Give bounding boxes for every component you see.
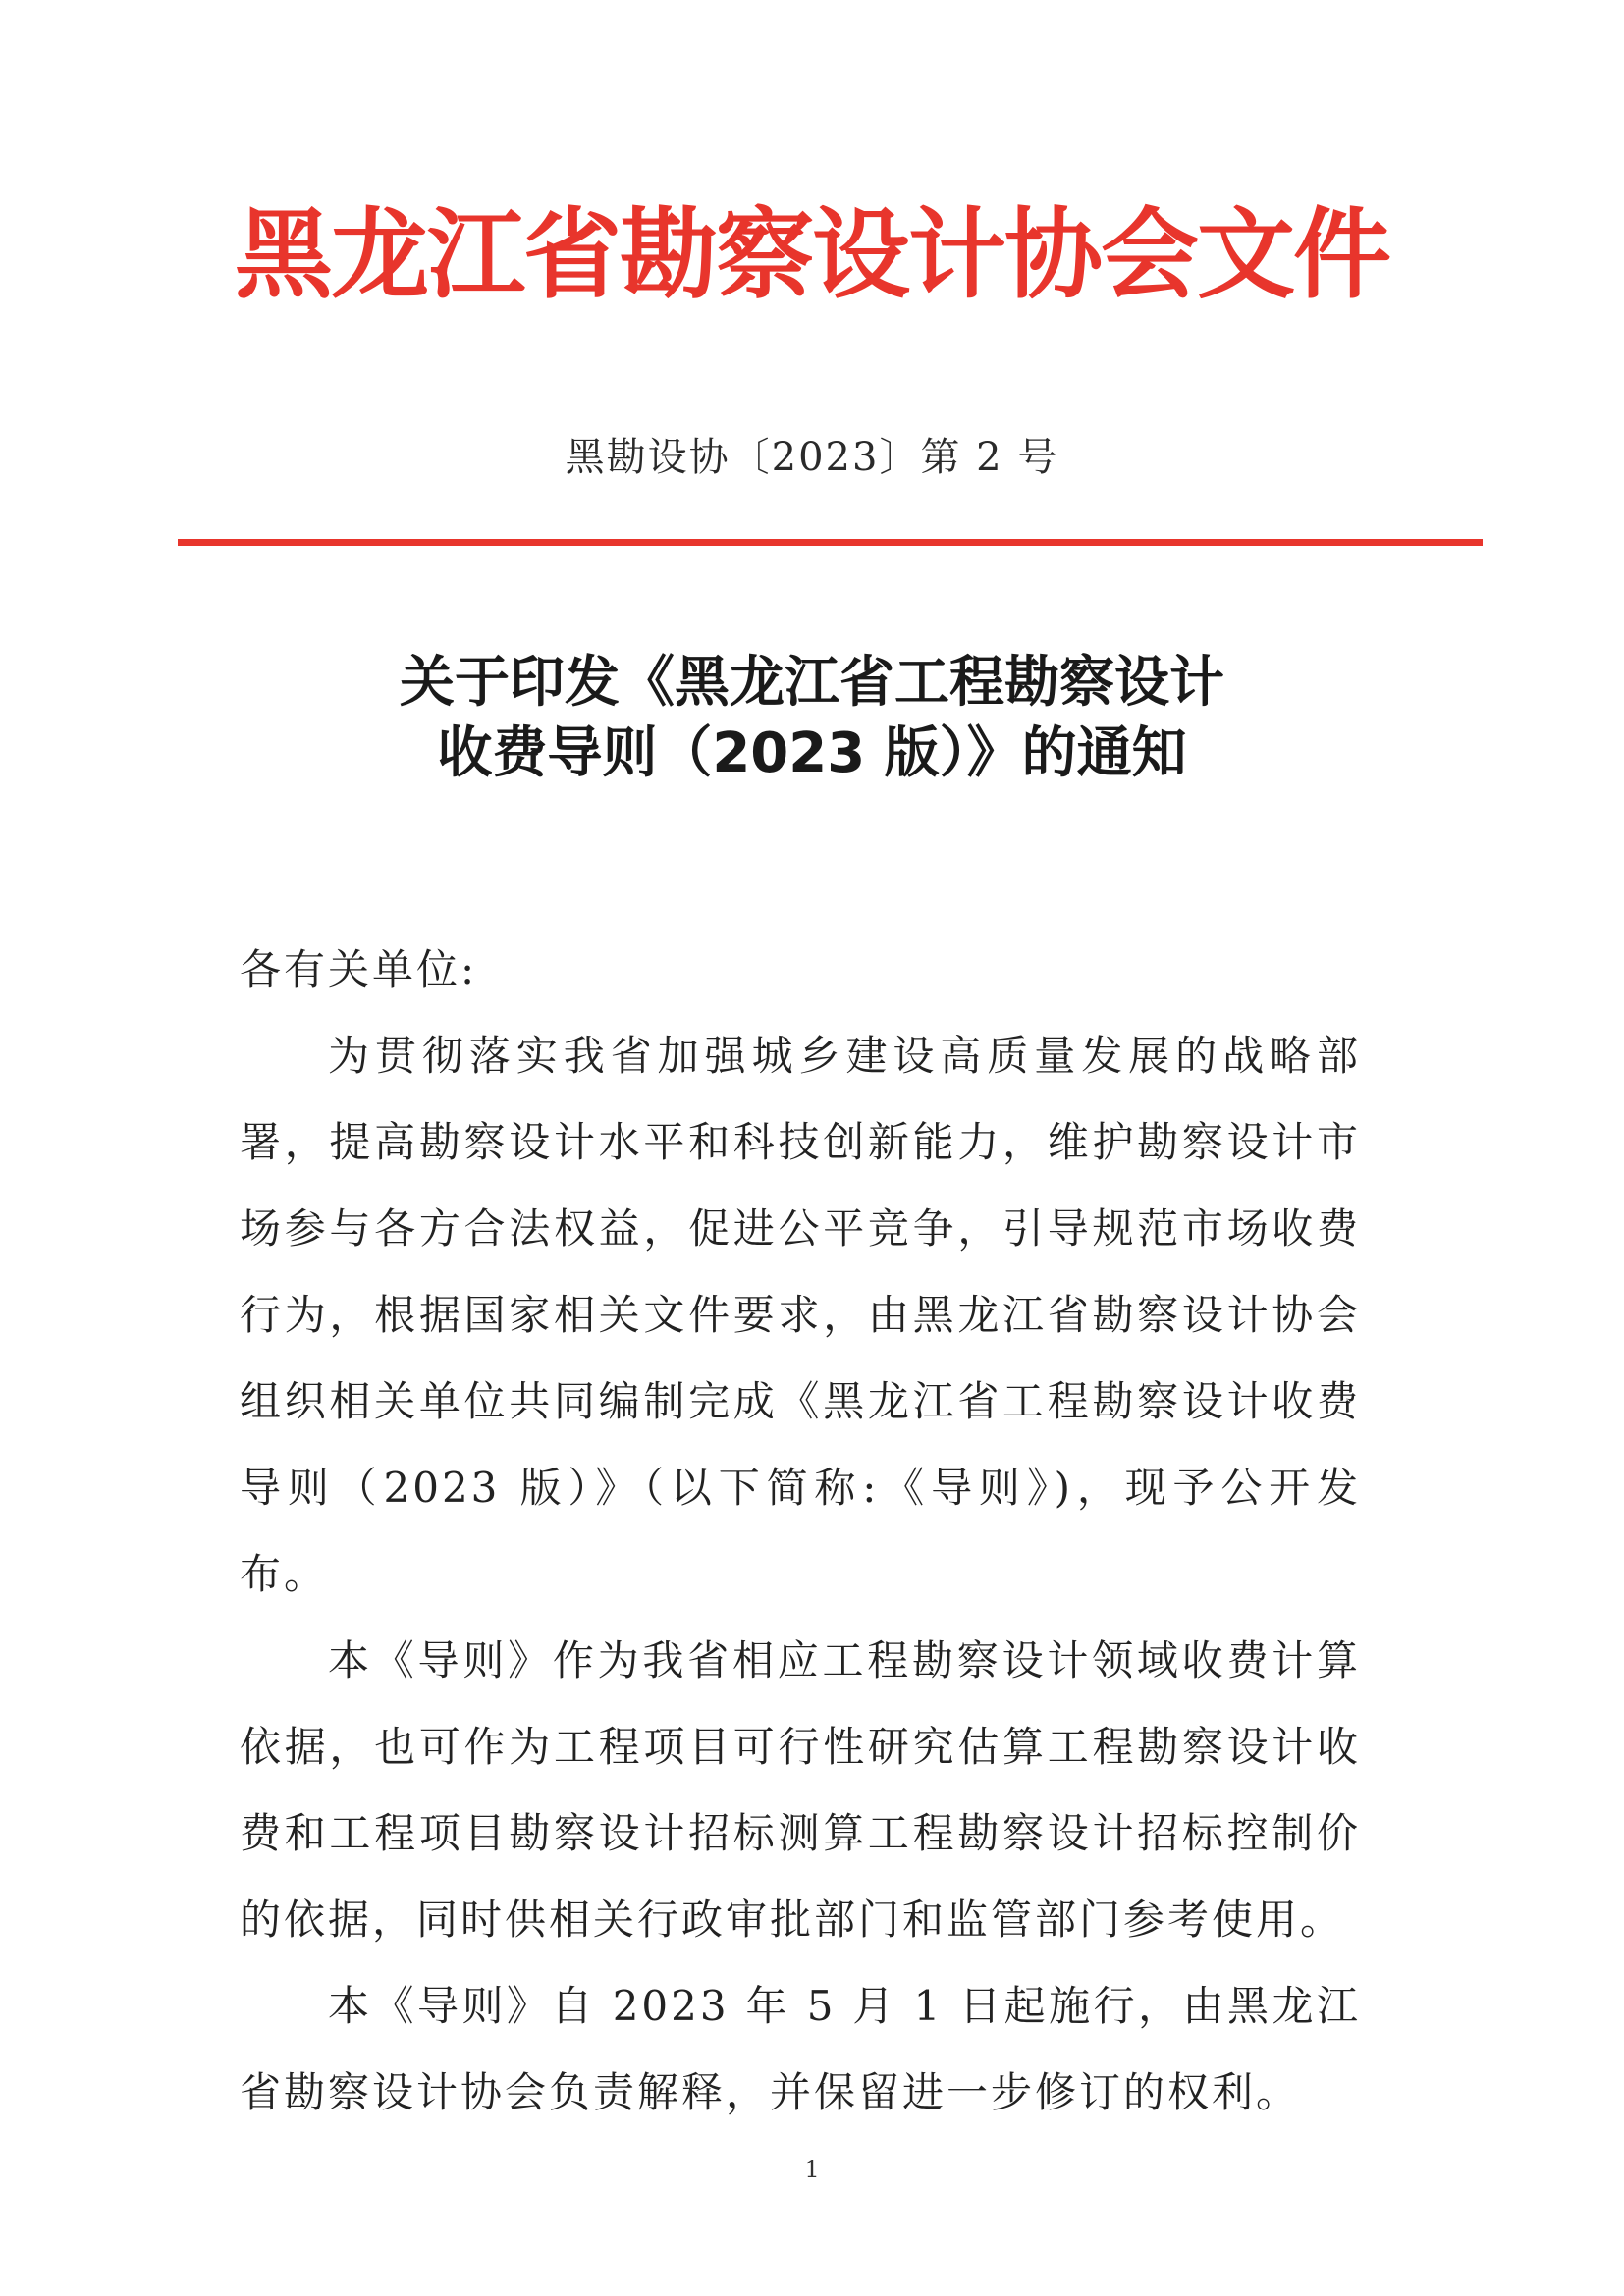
- notice-title-line-1: 关于印发《黑龙江省工程勘察设计: [400, 651, 1224, 715]
- red-divider-rule: [178, 539, 1483, 546]
- notice-title: [0, 648, 1624, 789]
- body-paragraph-1: 为贯彻落实我省加强城乡建设高质量发展的战略部署，提高勘察设计水平和科技创新能力，维护勘察设计市场参与各方合法权益，促进公平竞争，引导规范市场收费行为，根据国家相关文件要求，由黑龙江省勘察设计协会组织相关单位共同编制完成《黑龙江省工程勘察设计收费导则（2023 版）》（以下简称:《导则》)，现予公开发布。: [240, 1032, 1361, 1598]
- notice-title-line-2: 收费导则（2023 版）》的通知: [437, 721, 1187, 785]
- page-number: 1: [804, 2156, 820, 2183]
- salutation: 各有关单位:: [240, 945, 478, 993]
- notice-body: [240, 927, 1361, 2136]
- masthead-title: 黑龙江省勘察设计协会文件: [235, 197, 1389, 312]
- document-number: 黑勘设协〔2023〕第 2 号: [565, 435, 1059, 480]
- body-paragraph-2: 本《导则》作为我省相应工程勘察设计领域收费计算依据，也可作为工程项目可行性研究估算工程勘察设计收费和工程项目勘察设计招标测算工程勘察设计招标控制价的依据，同时供相关行政审批部门和监管部门参考使用。: [240, 1636, 1361, 1944]
- body-paragraph-3: 本《导则》自 2023 年 5 月 1 日起施行，由黑龙江省勘察设计协会负责解释，并保留进一步修订的权利。: [240, 1982, 1361, 2116]
